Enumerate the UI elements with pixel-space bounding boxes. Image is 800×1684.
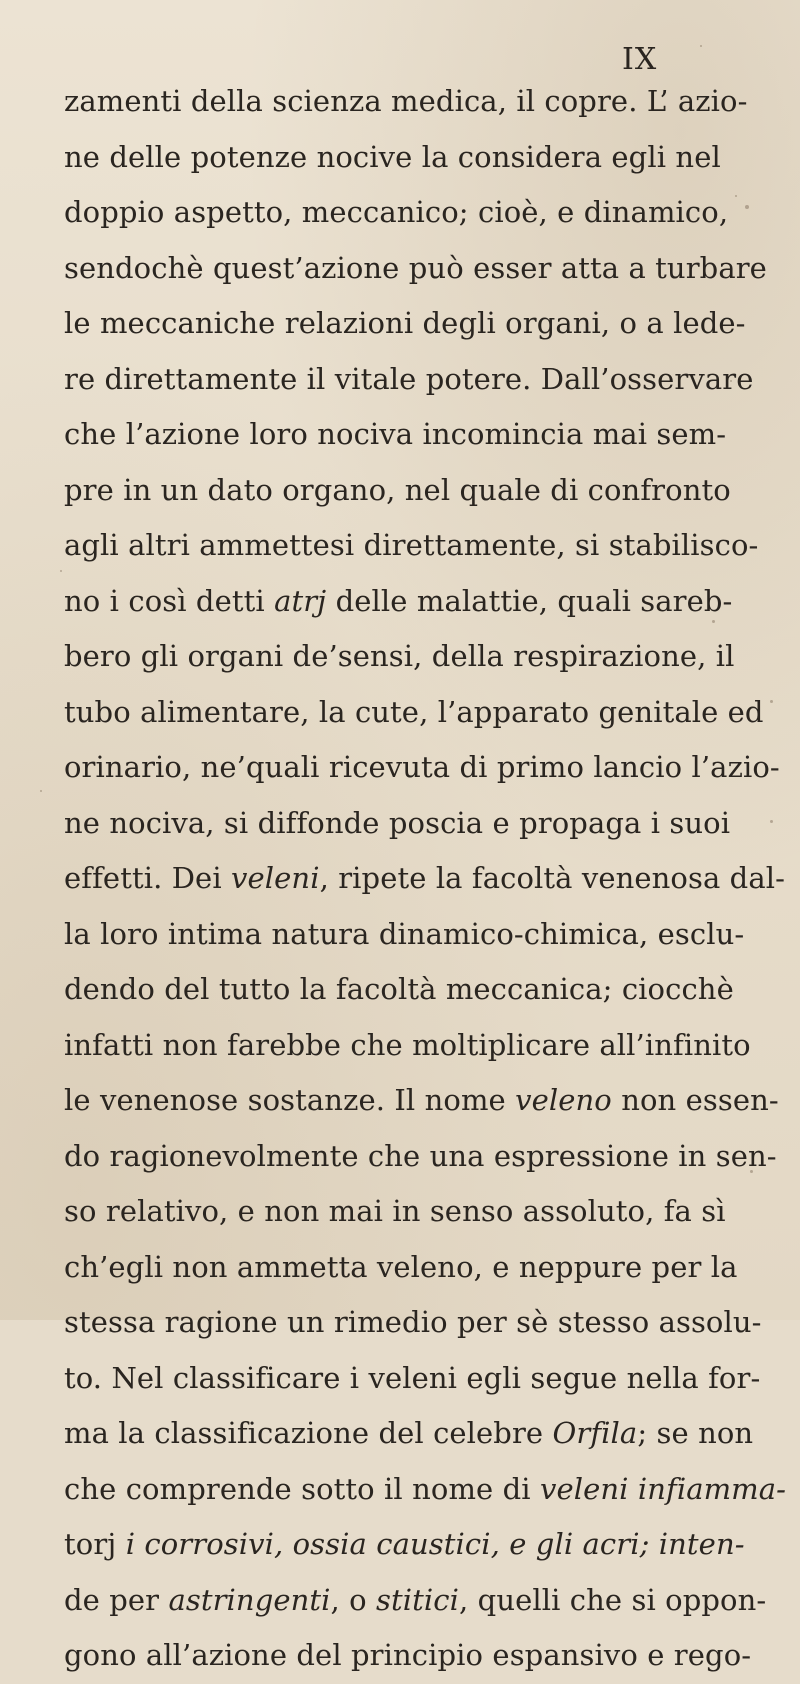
text-line [64, 1406, 754, 1462]
text-line [64, 1573, 767, 1629]
text-segment: de per [64, 1582, 169, 1617]
italic-text: Orfila [552, 1416, 638, 1450]
text-segment: le venenose sostanze. Il nome [64, 1083, 516, 1117]
italic-text: astringenti [168, 1582, 331, 1617]
text-line [64, 352, 754, 408]
text-segment: ne delle potenze nocive la considera egli nel [64, 139, 721, 174]
text-segment: la loro intima natura dinamico-chimica, esclu- [64, 916, 745, 951]
paper-speck [712, 620, 715, 623]
text-line [64, 574, 733, 630]
text-segment: stessa ragione un rimedio per sè stesso assolu- [64, 1305, 762, 1339]
italic-text: veleno [515, 1083, 612, 1117]
text-segment: ne nociva, si diffonde poscia e propaga i suoi [64, 805, 731, 840]
italic-text: atrj [274, 583, 327, 618]
text-line [64, 241, 767, 297]
text-segment: to. Nel classificare i veleni egli segue nella for- [64, 1360, 761, 1395]
text-segment: gono all’azione del principio espansivo e rego- [64, 1638, 752, 1672]
text-segment: , quelli che si oppon- [459, 1582, 767, 1617]
text-segment: , ripete la facoltà venenosa dal- [319, 861, 785, 895]
text-segment: do ragionevolmente che una espressione in sen- [64, 1138, 777, 1173]
italic-text: i corrosivi, ossia caustici, e gli acri; inten- [116, 1527, 745, 1561]
text-line [64, 1628, 752, 1684]
text-line [64, 907, 745, 963]
text-line [64, 685, 764, 741]
text-line [64, 518, 759, 574]
text-segment: infatti non farebbe che moltiplicare all’infinito [64, 1027, 751, 1062]
paper-speck [700, 45, 702, 47]
text-line [64, 130, 721, 186]
paper-speck [60, 570, 62, 572]
italic-text: veleni [231, 861, 320, 895]
body-text [64, 74, 787, 1684]
text-segment: sendochè quest’azione può esser atta a turbare [64, 250, 767, 285]
text-line [64, 1184, 726, 1240]
paper-speck [745, 205, 749, 209]
text-line [64, 296, 746, 352]
italic-text: stitici [376, 1582, 460, 1617]
text-segment: doppio aspetto, meccanico; cioè, e dinamico, [64, 195, 729, 229]
text-segment: torj [64, 1527, 117, 1561]
text-segment: delle malattie, quali sareb- [326, 583, 733, 618]
text-line [64, 1073, 779, 1129]
italic-text: veleni infiamma- [539, 1471, 787, 1506]
page-number: IX [622, 42, 658, 77]
text-segment: bero gli organi de’sensi, della respirazione, il [64, 639, 735, 673]
text-line [64, 796, 731, 852]
text-line [64, 851, 785, 907]
text-line [64, 740, 780, 796]
text-line [64, 962, 734, 1018]
text-segment: le meccaniche relazioni degli organi, o a lede- [64, 306, 746, 340]
paper-speck [40, 790, 42, 792]
text-segment: , o [330, 1582, 377, 1617]
text-segment: che l’azione loro nociva incomincia mai sem- [64, 417, 727, 451]
text-segment: ch’egli non ammetta veleno, e neppure per la [64, 1249, 738, 1284]
text-line [64, 1018, 751, 1074]
text-segment: re direttamente il vitale potere. Dall’osservare [64, 361, 754, 396]
text-line [64, 185, 729, 241]
text-segment: orinario, ne’quali ricevuta di primo lancio l’azio- [64, 750, 780, 784]
text-segment: agli altri ammettesi direttamente, si stabilisco- [64, 528, 759, 562]
paper-speck [730, 380, 732, 382]
text-segment: effetti. Dei [64, 861, 232, 895]
text-segment: so relativo, e non mai in senso assoluto, fa sì [64, 1194, 726, 1228]
paper-speck [750, 1170, 753, 1173]
text-line [64, 629, 735, 685]
text-line [64, 1517, 745, 1573]
text-line [64, 1351, 761, 1407]
text-segment: zamenti della scienza medica, il copre. L’ azio- [64, 84, 748, 118]
text-segment: no i così detti [64, 583, 275, 618]
text-line [64, 1240, 738, 1296]
text-segment: ma la classificazione del celebre [64, 1416, 553, 1450]
text-segment: che comprende sotto il nome di [64, 1471, 540, 1506]
text-segment: pre in un dato organo, nel quale di confronto [64, 472, 731, 507]
text-segment: ; se non [637, 1416, 754, 1450]
paper-speck [770, 700, 773, 703]
paper-speck [770, 820, 773, 823]
text-line [64, 463, 731, 519]
text-line [64, 1462, 787, 1518]
text-line [64, 407, 727, 463]
text-segment: non essen- [611, 1083, 779, 1117]
text-line [64, 74, 748, 130]
text-line [64, 1295, 762, 1351]
paper-speck [735, 195, 737, 197]
text-segment: dendo del tutto la facoltà meccanica; ciocchè [64, 972, 734, 1006]
text-line [64, 1129, 777, 1185]
text-segment: tubo alimentare, la cute, l’apparato genitale ed [64, 694, 764, 729]
